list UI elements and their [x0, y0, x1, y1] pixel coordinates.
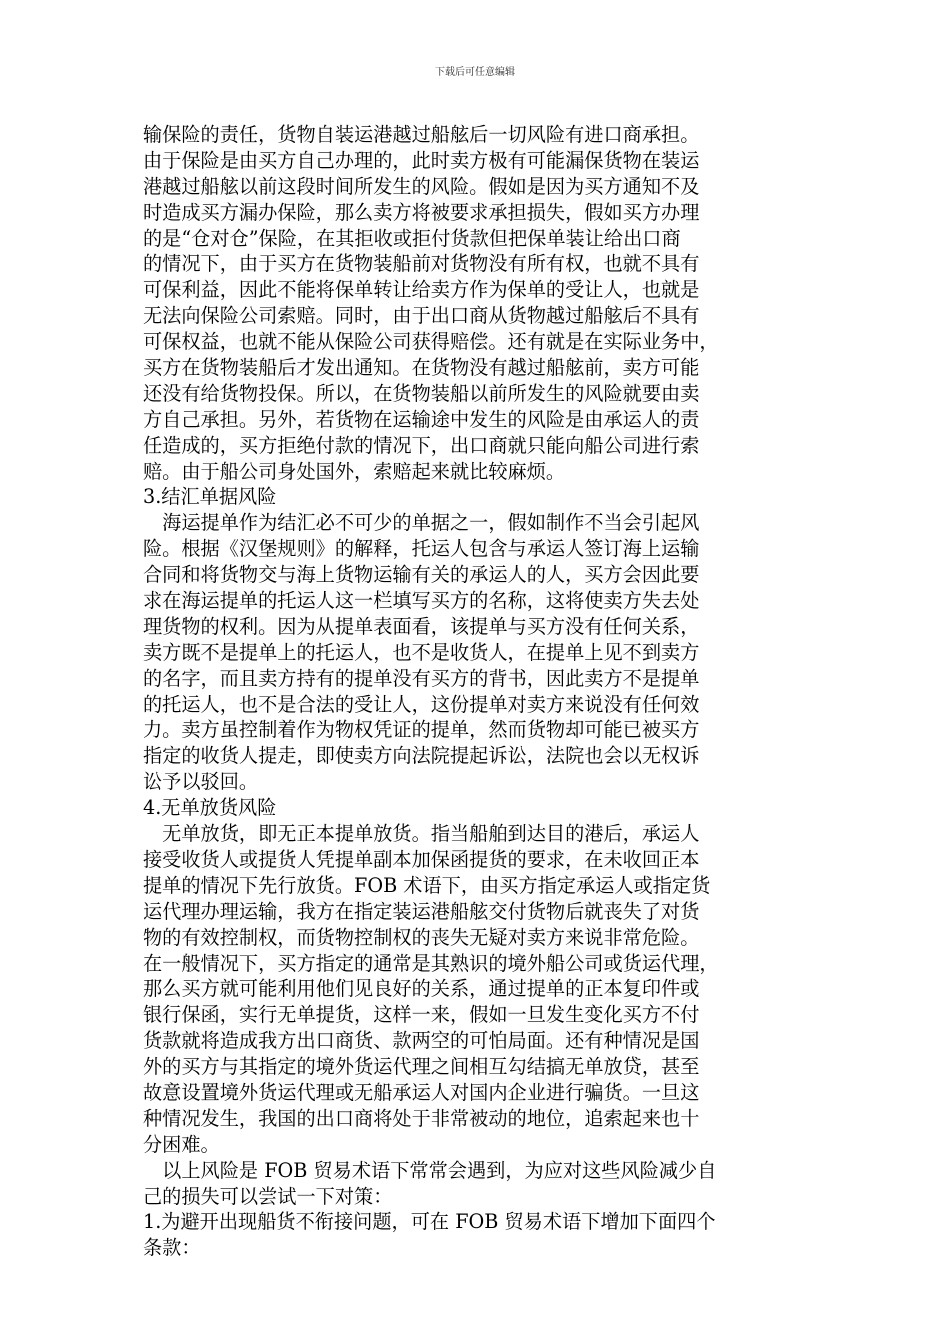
text-line: 无单放货，即无正本提单放货。指当船舶到达目的港后，承运人 [143, 822, 700, 846]
text-line: 任造成的，买方拒绝付款的情况下，出口商就只能向船公司进行索 [143, 433, 700, 457]
text-line: 条款： [143, 1236, 201, 1260]
text-line: 1.为避开出现船货不衔接问题，可在 FOB 贸易术语下增加下面四个 [143, 1210, 716, 1234]
text-line: 货款就将造成我方出口商货、款两空的可怕局面。还有种情况是国 [143, 1029, 700, 1053]
text-line: 己的损失可以尝试一下对策： [143, 1184, 393, 1208]
text-line: 物的有效控制权，而货物控制权的丧失无疑对卖方来说非常危险。 [143, 925, 700, 949]
text-line: 可保利益，因此不能将保单转让给卖方作为保单的受让人，也就是 [143, 278, 700, 302]
text-line: 的情况下，由于买方在货物装船前对货物没有所有权，也就不具有 [143, 252, 700, 276]
text-line: 海运提单作为结汇必不可少的单据之一，假如制作不当会引起风 [143, 511, 700, 535]
text-line: 方自己承担。另外，若货物在运输途中发生的风险是由承运人的责 [143, 407, 700, 431]
text-line: 接受收货人或提货人凭提单副本加保函提货的要求，在未收回正本 [143, 847, 700, 871]
text-line: 合同和将货物交与海上货物运输有关的承运人的人，买方会因此要 [143, 563, 700, 587]
text-line: 外的买方与其指定的境外货运代理之间相互勾结搞无单放贷，甚至 [143, 1055, 700, 1079]
text-line: 3.结汇单据风险 [143, 485, 277, 509]
text-line: 理货物的权利。因为从提单表面看，该提单与买方没有任何关系， [143, 614, 700, 638]
text-line: 由于保险是由买方自己办理的，此时卖方极有可能漏保货物在装运 [143, 148, 700, 172]
text-line: 银行保函，实行无单提货，这样一来，假如一旦发生变化买方不付 [143, 1003, 700, 1027]
page-header: 下载后可任意编辑 [435, 67, 515, 78]
text-line: 分困难。 [143, 1132, 220, 1156]
text-line: 力。卖方虽控制着作为物权凭证的提单，然而货物却可能已被买方 [143, 718, 700, 742]
text-line: 在一般情况下，买方指定的通常是其熟识的境外船公司或货运代理， [143, 951, 719, 975]
text-line: 可保权益，也就不能从保险公司获得赔偿。还有就是在实际业务中， [143, 330, 719, 354]
text-line: 输保险的责任，货物自装运港越过船舷后一切风险有进口商承担。 [143, 123, 700, 146]
text-line: 港越过船舷以前这段时间所发生的风险。假如是因为买方通知不及 [143, 174, 700, 198]
text-line: 求在海运提单的托运人这一栏填写买方的名称，这将使卖方失去处 [143, 589, 700, 613]
text-line: 时造成买方漏办保险，那么卖方将被要求承担损失，假如买方办理 [143, 200, 700, 224]
text-line: 赔。由于船公司身处国外，索赔起来就比较麻烦。 [143, 459, 566, 483]
text-line: 4.无单放货风险 [143, 796, 277, 820]
text-line: 险。根据《汉堡规则》的解释，托运人包含与承运人签订海上运输 [143, 537, 700, 561]
text-line: 提单的情况下先行放货。FOB 术语下，由买方指定承运人或指定货 [143, 873, 711, 897]
text-line: 指定的收货人提走，即使卖方向法院提起诉讼，法院也会以无权诉 [143, 744, 700, 768]
text-line: 买方在货物装船后才发出通知。在货物没有越过船舷前，卖方可能 [143, 356, 700, 380]
text-line: 种情况发生，我国的出口商将处于非常被动的地位，追索起来也十 [143, 1106, 700, 1130]
text-line: 以上风险是 FOB 贸易术语下常常会遇到，为应对这些风险减少自 [143, 1158, 717, 1182]
text-line: 的是“仓对仓”保险，在其拒收或拒付货款但把保单装让给出口商 [143, 226, 681, 250]
text-line: 的托运人，也不是合法的受让人，这份提单对卖方来说没有任何效 [143, 692, 700, 716]
text-line: 故意设置境外货运代理或无船承运人对国内企业进行骗货。一旦这 [143, 1080, 700, 1104]
text-line: 的名字，而且卖方持有的提单没有买方的背书，因此卖方不是提单 [143, 666, 700, 690]
text-line: 卖方既不是提单上的托运人，也不是收货人，在提单上见不到卖方 [143, 640, 700, 664]
text-line: 运代理办理运输，我方在指定装运港船舷交付货物后就丧失了对货 [143, 899, 700, 923]
document-body [143, 122, 819, 1261]
text-line: 还没有给货物投保。所以，在货物装船以前所发生的风险就要由卖 [143, 381, 700, 405]
text-line: 无法向保险公司索赔。同时，由于出口商从货物越过船舷后不具有 [143, 304, 700, 328]
text-line: 讼予以驳回。 [143, 770, 259, 794]
text-line: 那么买方就可能利用他们见良好的关系，通过提单的正本复印件或 [143, 977, 700, 1001]
